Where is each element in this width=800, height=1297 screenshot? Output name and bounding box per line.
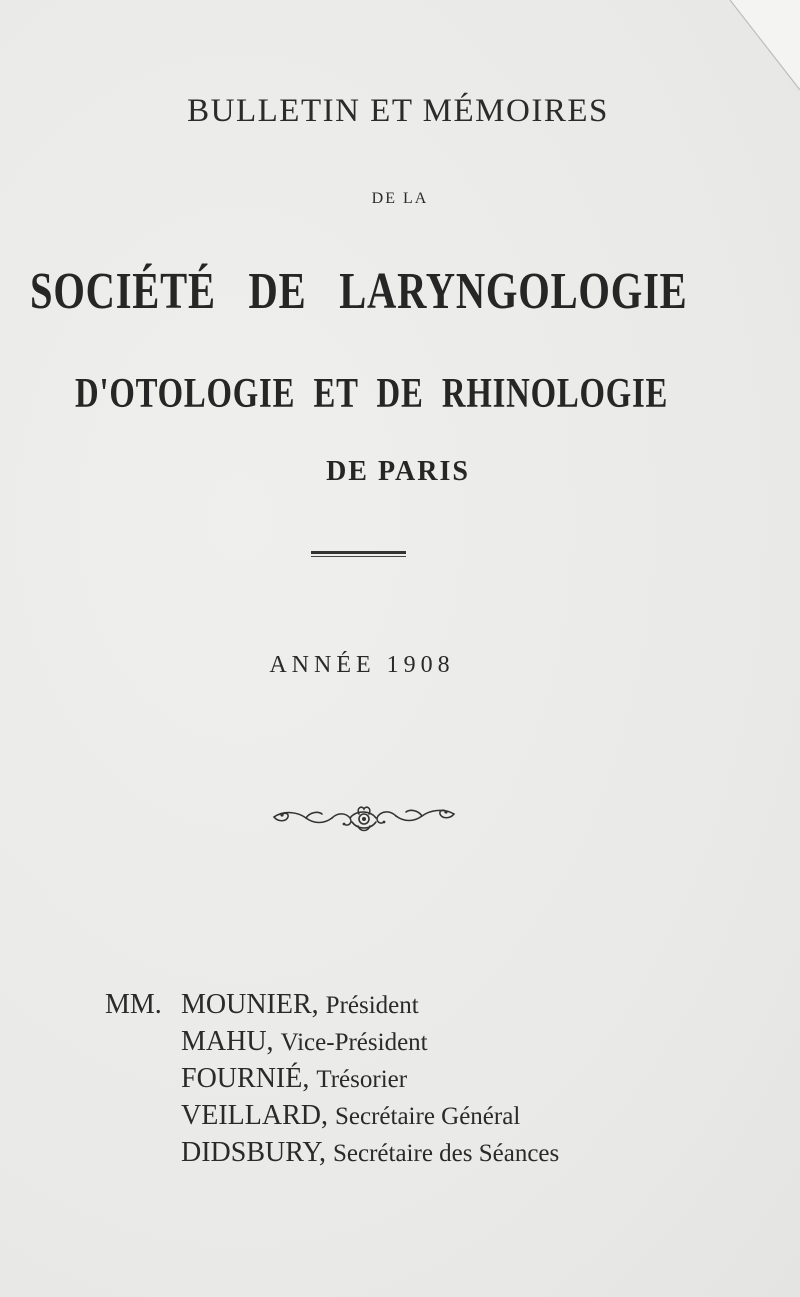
scroll-flourish-ornament-icon xyxy=(270,800,458,836)
officer-role: Vice-Président xyxy=(280,1029,428,1056)
officer-entry xyxy=(181,1134,559,1172)
page-corner-fold xyxy=(670,0,800,90)
officer-name: VEILLARD, xyxy=(181,1100,328,1131)
officers-prefix: MM. xyxy=(105,989,162,1020)
officer-entry xyxy=(181,1060,407,1098)
officer-name: MOUNIER, xyxy=(181,989,319,1020)
officer-role: Secrétaire Général xyxy=(334,1103,521,1130)
officer-name: MAHU, xyxy=(181,1026,274,1057)
rule-thick-line xyxy=(311,551,406,554)
officer-name: FOURNIÉ, xyxy=(181,1063,310,1094)
officer-entry xyxy=(181,1097,520,1135)
title-bulletin-memoires: BULLETIN ET MÉMOIRES xyxy=(187,93,609,129)
year-heading: ANNÉE 1908 xyxy=(269,652,455,678)
officer-entry xyxy=(181,986,419,1024)
officer-entry xyxy=(181,1023,428,1061)
title-otologie-rhinologie: D'OTOLOGIE ET DE RHINOLOGIE xyxy=(75,371,669,417)
officer-name: DIDSBURY, xyxy=(181,1137,326,1168)
double-rule-divider xyxy=(311,551,406,558)
title-de-paris: DE PARIS xyxy=(326,456,470,487)
officer-role: Président xyxy=(325,992,419,1019)
title-societe-laryngologie: SOCIÉTÉ DE LARYNGOLOGIE xyxy=(30,263,688,320)
officer-role: Trésorier xyxy=(316,1066,408,1093)
title-de-la: DE LA xyxy=(371,190,429,207)
rule-thin-line xyxy=(311,556,406,557)
officer-role: Secrétaire des Séances xyxy=(332,1140,560,1167)
